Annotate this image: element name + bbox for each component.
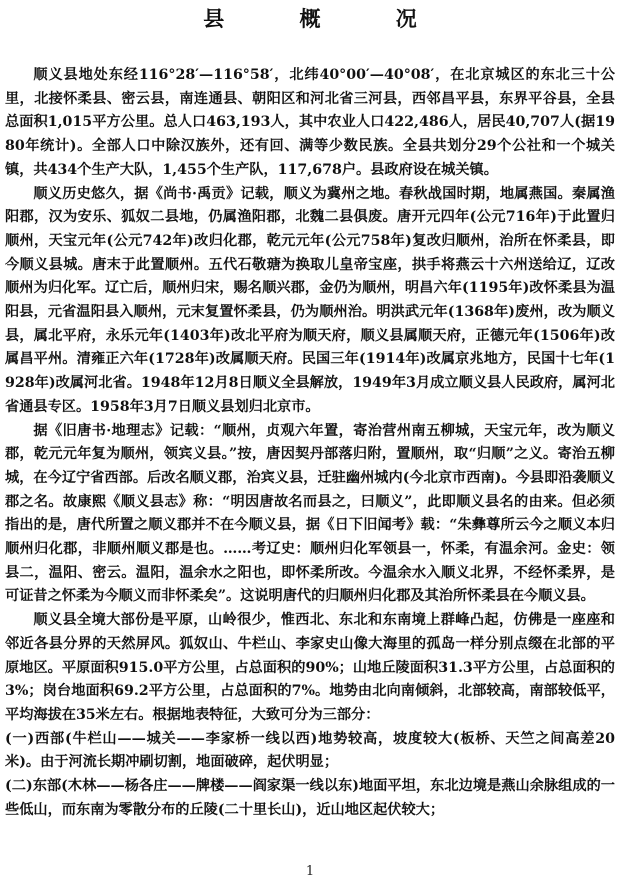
paragraph-name-origin: 据《旧唐书·地理志》记载：“顺州，贞观六年置，寄治营州南五柳城，天宝元年，改为顺义郡，乾元元年复为顺州，领宾义县。”按，唐因契丹部落归附，置顺州，取“归顺”之义。寄治五柳城，在今辽宁省西部。后改名顺义郡，治宾义县，迁驻幽州城内(今北京市西南)。今县即沿袭顺义郡之名。故康熙《顺义县志》称：“明因唐故名而县之，曰顺义”，此即顺义县名的由来。但必须指出的是，唐代所置之顺义郡并不在今顺义县，据《日下旧闻考》载：“朱彝尊所云今之顺义本归顺州归化郡，非顺州顺义郡是也。……考辽史：顺州归化军领县一，怀柔，有温余河。金史：领县二，温阳、密云。温阳，温余水之阳也，即怀柔所改。今温余水入顺义北界，不经怀柔界，是可证昔之怀柔为今顺义而非怀柔矣”。这说明唐代的归顺州归化郡及其治所怀柔县在今顺义县。 (5, 422, 615, 605)
page-number: 1 (305, 864, 315, 879)
subparagraph-east: (二)东部(木林——杨各庄——牌楼——阎家渠一线以东)地面平坦，东北边境是燕山余脉组成的一些低山，而东南为零散分布的丘陵(二十里长山)，近山地区起伏较大； (5, 778, 615, 818)
page-title: 县 概 况 (203, 7, 451, 31)
body-text (5, 64, 615, 823)
subparagraph-west: (一)西部(牛栏山——城关——李家桥一线以西)地势较高，坡度较大(板桥、天竺之间高差20米)。由于河流长期冲刷切割，地面破碎，起伏明显； (5, 730, 615, 771)
paragraph-terrain: 顺义县全境大部份是平原，山岭很少，惟西北、东北和东南境上群峰凸起，仿佛是一座座和邻近各县分界的天然屏风。狐奴山、牛栏山、李家史山像大海里的孤岛一样分别点缀在北部的平原地区。平原面积915.0平方公里，占总面积的90%；山地丘陵面积31.3平方公里，占总面积的3%；岗台地面积69.2平方公里，占总面积的7%。地势由北向南倾斜，北部较高，南部较低平，平均海拔在35米左右。根据地表特征，大致可分为三部分： (5, 612, 615, 723)
paragraph-history: 顺义历史悠久，据《尚书·禹贡》记载，顺义为冀州之地。春秋战国时期，地属燕国。秦属渔阳郡，汉为安乐、狐奴二县地，仍属渔阳郡，北魏二县俱废。唐开元四年(公元716年)于此置归顺州，天宝元年(公元742年)改归化郡，乾元元年(公元758年)复改归顺州，治所在怀柔县，即今顺义县城。唐末于此置顺州。五代石敬瑭为换取儿皇帝宝座，拱手将燕云十六州送给辽，辽改顺州为归化军。辽亡后，顺州归宋，赐名顺兴郡，金仍为顺州，明昌六年(1195年)改怀柔县为温阳县，元省温阳县入顺州，元末复置怀柔县，仍为顺州治。明洪武元年(1368年)废州，改为顺义县，属北平府，永乐元年(1403年)改北平府为顺天府，顺义县属顺天府，正德元年(1506年)改属昌平州。清雍正六年(1728年)改属顺天府。民国三年(1914年)改属京兆地方，民国十七年(1928年)改属河北省。1948年12月8日顺义全县解放，1949年3月成立顺义县人民政府，属河北省通县专区。1958年3月7日顺义县划归北京市。 (5, 185, 615, 415)
paragraph-location: 顺义县地处东经116°28′—116°58′，北纬40°00′—40°08′，在北京城区的东北三十公里，北接怀柔县、密云县，南连通县、朝阳区和河北省三河县，西邻昌平县，东界平谷县，全县总面积1,015平方公里。总人口463,193人，其中农业人口422,486人，居民40,707人(据1980年统计)。全部人口中除汉族外，还有回、满等少数民族。全县共划分29个公社和一个城关镇，共434个生产大队，1,455个生产队，117,678户。县政府设在城关镇。 (5, 67, 615, 178)
